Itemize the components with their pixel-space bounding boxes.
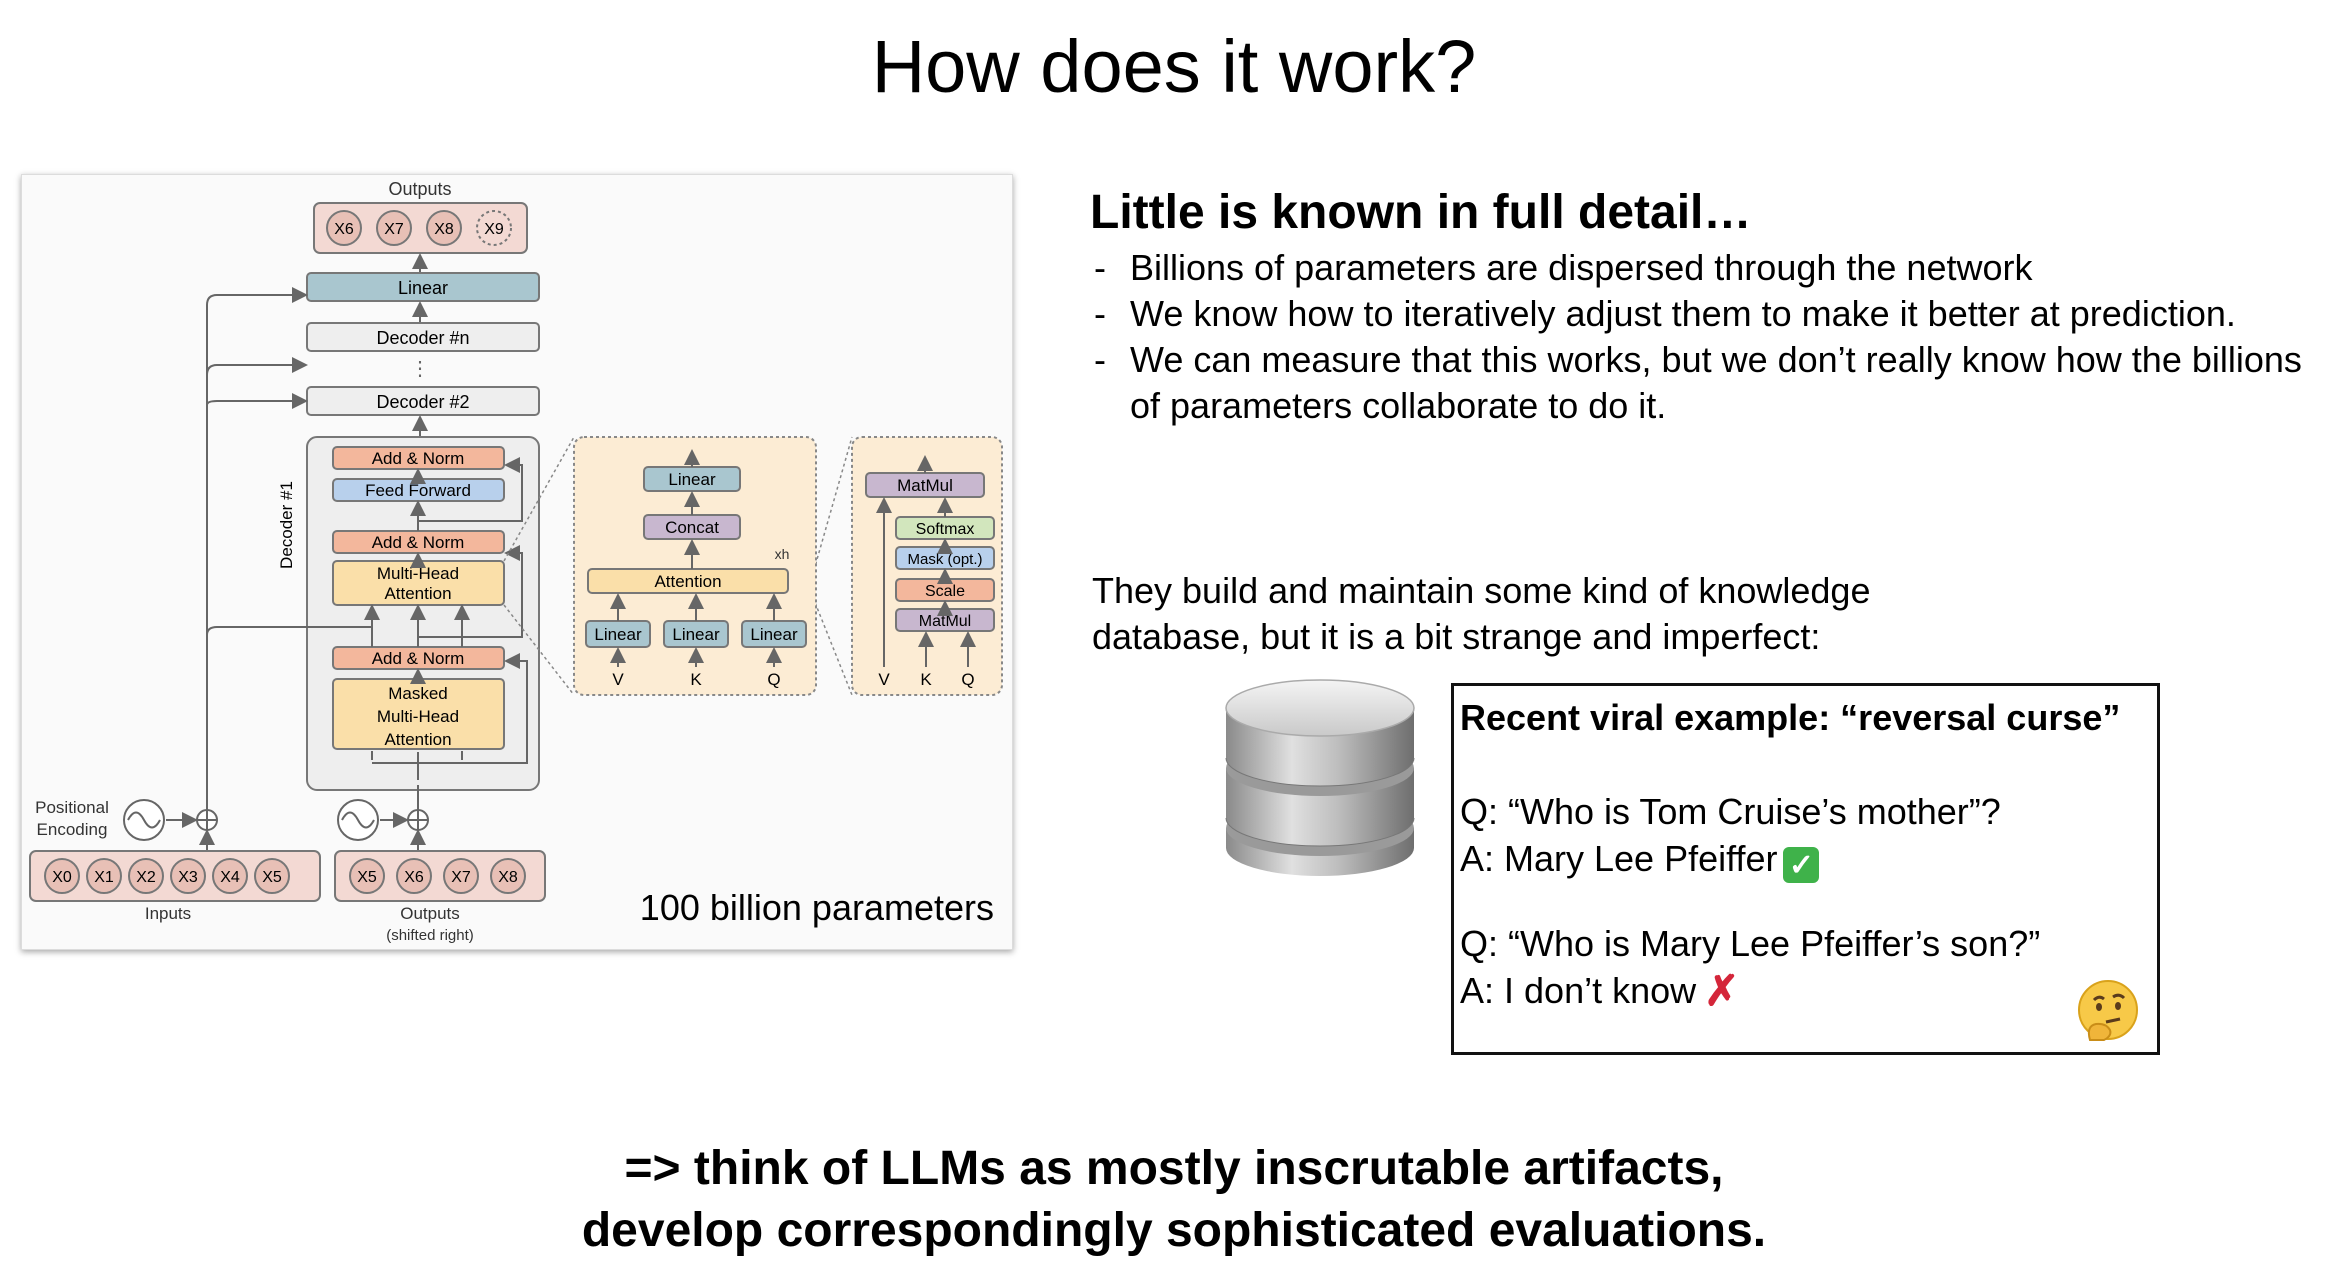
slide-title: How does it work? bbox=[871, 25, 1477, 108]
token-label: X4 bbox=[220, 869, 240, 886]
masked-label: Multi-Head bbox=[376, 707, 460, 726]
k-label: K bbox=[920, 670, 932, 689]
linear-label: Linear bbox=[594, 625, 642, 644]
token-label: X7 bbox=[384, 221, 404, 238]
heads-label: xh bbox=[774, 546, 790, 562]
concat-label: Concat bbox=[665, 518, 719, 537]
scale-label: Scale bbox=[924, 583, 966, 600]
reversal-curse-box bbox=[1451, 683, 2160, 1055]
linear-label: Linear bbox=[672, 625, 720, 644]
v-label: V bbox=[612, 670, 624, 689]
decoder-1-label: Decoder #1 bbox=[277, 481, 296, 569]
answer-1: A: Mary Lee Pfeiffer bbox=[1460, 838, 1778, 879]
decoder-2-label: Decoder #2 bbox=[376, 392, 470, 412]
positional-label: Encoding bbox=[36, 820, 108, 839]
answer-1-row bbox=[1460, 835, 2151, 883]
token-label: X6 bbox=[334, 221, 354, 238]
mh-linear-label: Linear bbox=[668, 470, 716, 489]
checkmark-icon: ✓ bbox=[1783, 847, 1819, 883]
example-title: Recent viral example: “reversal curse” bbox=[1460, 697, 2121, 738]
shifted-label: Outputs bbox=[400, 904, 460, 923]
token-label: X2 bbox=[136, 869, 156, 886]
bullet-list bbox=[1090, 245, 2335, 429]
parameters-caption: 100 billion parameters bbox=[639, 887, 994, 928]
detail-heading: Little is known in full detail… bbox=[1090, 186, 1752, 239]
bullet-item: - Billions of parameters are dispersed through the network bbox=[1090, 245, 2335, 291]
v-label: V bbox=[878, 670, 890, 689]
answer-2: A: I don’t know bbox=[1460, 970, 1697, 1011]
ellipsis: ⋮ bbox=[410, 358, 430, 380]
masked-label: Masked bbox=[388, 684, 448, 703]
qa-pair-1 bbox=[1460, 788, 2151, 883]
token-label: X8 bbox=[498, 869, 518, 886]
multi-head-label: Attention bbox=[384, 584, 452, 603]
token-label: X1 bbox=[94, 869, 114, 886]
token-label: X5 bbox=[262, 869, 282, 886]
inputs-label: Inputs bbox=[144, 904, 192, 923]
bullet-item: - We can measure that this works, but we don’t really know how the billions of parameters collaborate to do it. bbox=[1090, 337, 2335, 429]
decoder-n-label: Decoder #n bbox=[376, 328, 470, 348]
mask-label: Mask (opt.) bbox=[907, 551, 983, 568]
token-label: X8 bbox=[434, 221, 454, 238]
matmul-label: MatMul bbox=[897, 476, 953, 495]
shifted-label: (shifted right) bbox=[386, 927, 474, 944]
q-label: Q bbox=[961, 670, 975, 689]
attention-label: Attention bbox=[654, 572, 722, 591]
database-icon bbox=[1220, 668, 1420, 888]
bullet-item: - We know how to iteratively adjust them to make it better at prediction. bbox=[1090, 291, 2335, 337]
matmul-label: MatMul bbox=[918, 613, 972, 630]
transformer-diagram-panel bbox=[21, 174, 1013, 950]
feed-forward-label: Feed Forward bbox=[365, 481, 471, 500]
conclusion-line-2: develop correspondingly sophisticated evaluations. bbox=[581, 1204, 1767, 1257]
add-norm-label: Add & Norm bbox=[371, 449, 465, 468]
positional-label: Positional bbox=[35, 798, 109, 817]
token-label: X5 bbox=[357, 869, 377, 886]
add-norm-label: Add & Norm bbox=[371, 533, 465, 552]
token-label: X9 bbox=[484, 221, 504, 238]
question-1: Q: “Who is Tom Cruise’s mother”? bbox=[1460, 791, 2001, 832]
answer-2-row bbox=[1460, 967, 2151, 1014]
token-label: X7 bbox=[451, 869, 471, 886]
linear-label: Linear bbox=[397, 278, 449, 298]
softmax-label: Softmax bbox=[915, 521, 975, 538]
add-norm-label: Add & Norm bbox=[371, 649, 465, 668]
knowledge-base-text: They build and maintain some kind of knowledge database, but it is a bit strange and imperfect: bbox=[1092, 570, 1871, 657]
cross-icon: ✗ bbox=[1704, 967, 1740, 1014]
qa-pair-2 bbox=[1460, 920, 2151, 1014]
token-label: X6 bbox=[404, 869, 424, 886]
question-2: Q: “Who is Mary Lee Pfeiffer’s son?” bbox=[1460, 923, 2041, 964]
masked-label: Attention bbox=[384, 730, 452, 749]
q-label: Q bbox=[767, 670, 781, 689]
token-label: X3 bbox=[178, 869, 198, 886]
conclusion-line-1: => think of LLMs as mostly inscrutable artifacts, bbox=[624, 1142, 1724, 1195]
transformer-diagram bbox=[22, 175, 1012, 949]
conclusion bbox=[0, 1138, 2348, 1262]
outputs-label: Outputs bbox=[388, 179, 452, 199]
linear-label: Linear bbox=[750, 625, 798, 644]
multi-head-label: Multi-Head bbox=[376, 564, 460, 583]
token-label: X0 bbox=[52, 869, 72, 886]
thinking-face-icon bbox=[2076, 978, 2140, 1042]
k-label: K bbox=[690, 670, 702, 689]
